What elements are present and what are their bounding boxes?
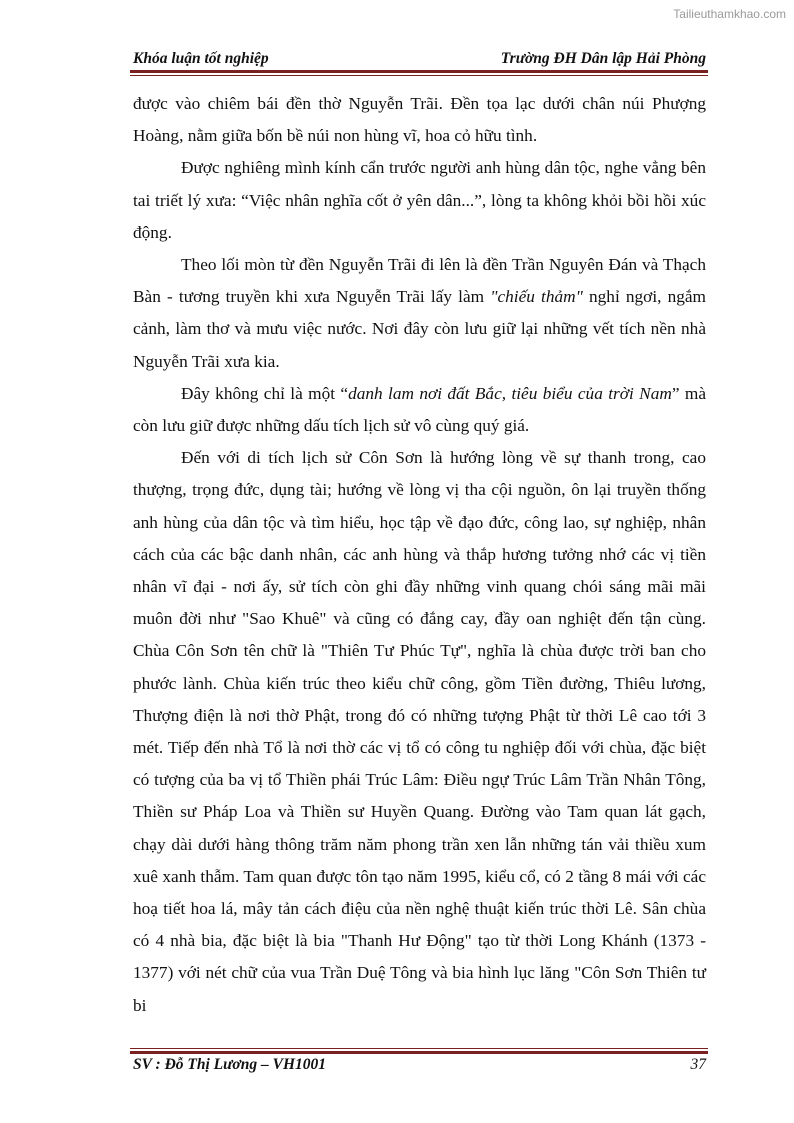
paragraph-3-emphasis: "chiếu thảm": [490, 287, 583, 307]
page-number: 37: [690, 1056, 706, 1073]
paragraph-5: Đến với di tích lịch sử Côn Sơn là hướng lòng về sự thanh trong, cao thượng, trọng đức, dụng tài; hướng về lòng vị tha cội nguồn, ôn lại truyền thống anh hùng của dân tộc và tìm hiểu, học tập về đạo đức, công lao, sự nghiệp, nhân cách của các bậc danh nhân, các anh hùng và thắp hương tưởng nhớ các vị tiền nhân vĩ đại - nơi ấy, sử tích còn ghi đầy những vinh quang chói sáng mãi mãi muôn đời như "Sao Khuê" và cũng có đắng cay, đầy oan nghiệt đến tận cùng. Chùa Côn Sơn tên chữ là "Thiên Tư Phúc Tự", nghĩa là chùa được trời ban cho phước lành. Chùa kiến trúc theo kiểu chữ công, gồm Tiền đường, Thiêu lương, Thượng điện là nơi thờ Phật, trong đó có những tượng Phật từ thời Lê cao tới 3 mét. Tiếp đến nhà Tổ là nơi thờ các vị tổ có công tu nghiệp đối với chùa, đặc biệt có tượng của ba vị tổ Thiền phái Trúc Lâm: Điều ngự Trúc Lâm Trần Nhân Tông, Thiền sư Pháp Loa và Thiền sư Huyền Quang. Đường vào Tam quan lát gạch, chạy dài dưới hàng thông trăm năm phong trần xen lẫn những tán vải thiều xum xuê xanh thẫm. Tam quan được tôn tạo năm 1995, kiểu cổ, có 2 tầng 8 mái với các hoạ tiết hoa lá, mây tản cách điệu của nền nghệ thuật kiến trúc thời Lê. Sân chùa có 4 nhà bia, đặc biệt là bia "Thanh Hư Động" tạo từ thời Long Khánh (1373 - 1377) với nét chữ của vua Trần Duệ Tông và bia hình lục lăng "Côn Sơn Thiên tư bi: [133, 448, 706, 1015]
header-university: Trường ĐH Dân lập Hải Phòng: [500, 50, 706, 67]
paragraph-4: [133, 378, 706, 442]
paragraph-3: [133, 249, 706, 378]
page-footer: [133, 1056, 706, 1074]
paragraph-2: Được nghiêng mình kính cẩn trước người anh hùng dân tộc, nghe vẳng bên tai triết lý xưa: “Việc nhân nghĩa cốt ở yên dân...”, lòng ta không khỏi bồi hồi xúc động.: [133, 158, 706, 242]
paragraph-3-pre: Theo lối mòn từ đền Nguyễn Trãi đi lên là đền Trần Nguyên Đán và Thạch Bàn - tương truyền khi xưa Nguyễn Trãi lấy làm: [133, 255, 706, 307]
header-thesis-title: Khóa luận tốt nghiệp: [133, 50, 269, 67]
body-text: [133, 88, 706, 1022]
footer-divider: [130, 1048, 708, 1054]
paragraph-3-post: nghỉ ngơi, ngắm cảnh, làm thơ và mưu việc nước. Nơi đây còn lưu giữ lại những vết tích nền nhà Nguyễn Trãi xưa kia.: [133, 287, 706, 371]
watermark-text: Tailieuthamkhao.com: [673, 7, 786, 21]
page-header: [133, 50, 706, 68]
paragraph-1: được vào chiêm bái đền thờ Nguyễn Trãi. Đền tọa lạc dưới chân núi Phượng Hoàng, nằm giữa bốn bề núi non hùng vĩ, hoa cỏ hữu tình.: [133, 94, 706, 146]
header-divider: [130, 70, 708, 76]
footer-student: SV : Đỗ Thị Lương – VH1001: [133, 1056, 327, 1073]
paragraph-4-post: ” mà còn lưu giữ được những dấu tích lịch sử vô cùng quý giá.: [133, 383, 706, 436]
paragraph-4-pre: Đây không chỉ là một “: [181, 383, 349, 403]
paragraph-4-emphasis: danh lam nơi đất Bắc, tiêu biểu của trời Nam: [348, 383, 672, 403]
